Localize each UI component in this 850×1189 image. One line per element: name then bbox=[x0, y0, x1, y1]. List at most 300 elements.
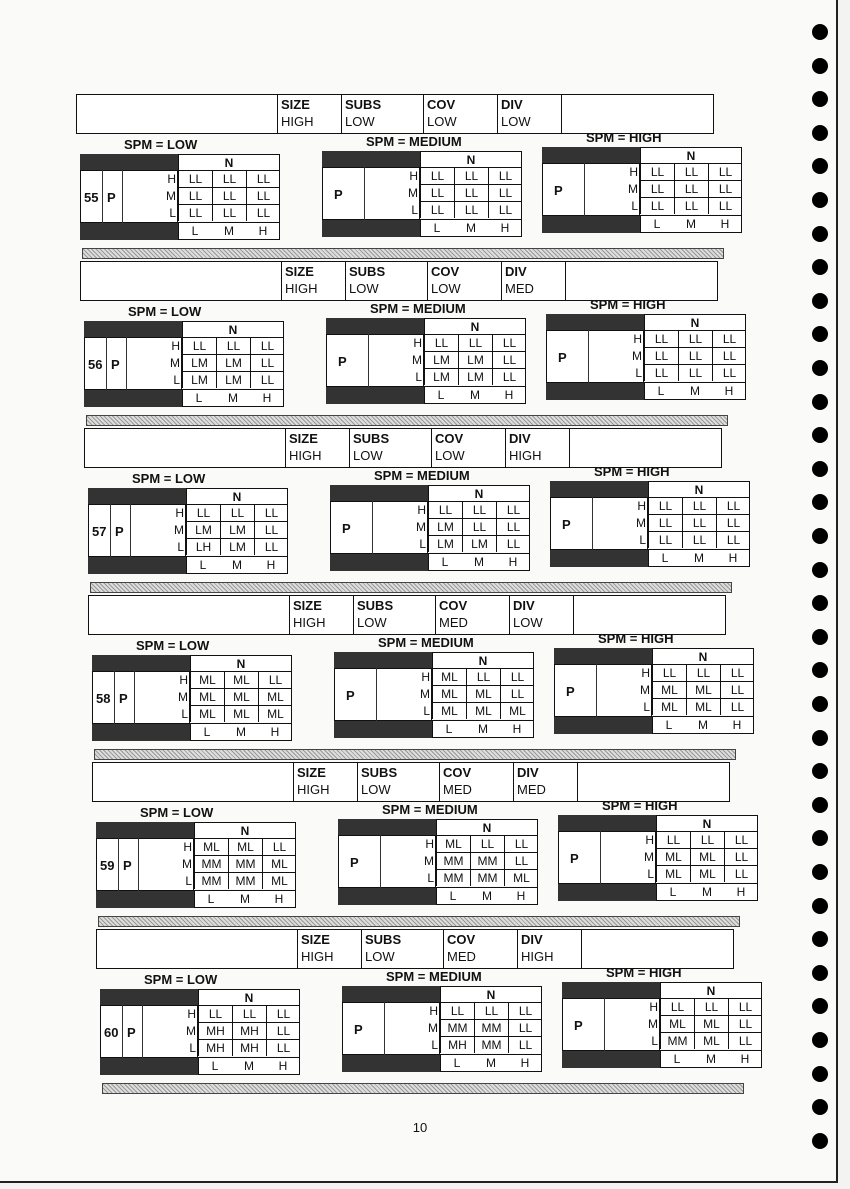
binding-hole-icon bbox=[812, 528, 828, 544]
header-cell-blank bbox=[561, 95, 713, 133]
grid-p-label: P bbox=[107, 190, 116, 205]
spm-label-low: SPM = LOW bbox=[124, 137, 198, 152]
grid-shade-top bbox=[542, 147, 640, 164]
block-separator bbox=[94, 749, 736, 760]
grid-cell: LL bbox=[720, 664, 754, 681]
scenario-block bbox=[88, 595, 745, 757]
block-separator bbox=[102, 1083, 744, 1094]
col-label: M bbox=[232, 558, 242, 572]
spm-label-medium: SPM = MEDIUM bbox=[386, 969, 482, 984]
cov-value: LOW bbox=[427, 114, 457, 129]
col-label: M bbox=[698, 718, 708, 732]
row-label: M bbox=[182, 857, 192, 871]
grid-cell: ML bbox=[432, 702, 466, 719]
grid-divider bbox=[138, 838, 139, 891]
grid-cell: LL bbox=[424, 334, 458, 351]
grid-n-label: N bbox=[656, 815, 758, 831]
rating-grid-medium bbox=[330, 485, 530, 575]
grid-cell: LL bbox=[428, 501, 462, 518]
grid-divider bbox=[372, 501, 373, 554]
grid-cell: MH bbox=[232, 1022, 266, 1039]
size-value: HIGH bbox=[285, 281, 318, 296]
grid-right-border bbox=[521, 167, 522, 220]
grid-cell: LL bbox=[212, 187, 246, 204]
grid-cell: ML bbox=[432, 685, 466, 702]
grid-cell: LL bbox=[474, 1002, 508, 1019]
spm-label-medium: SPM = MEDIUM bbox=[378, 635, 474, 650]
grid-cell: LL bbox=[500, 685, 534, 702]
grid-p-label: P bbox=[342, 521, 351, 536]
grid-cell: LL bbox=[648, 514, 682, 531]
rating-grid-medium bbox=[338, 819, 538, 909]
size-value: HIGH bbox=[293, 615, 326, 630]
row-label: H bbox=[167, 172, 176, 186]
row-label: M bbox=[644, 850, 654, 864]
grid-cell: LL bbox=[648, 497, 682, 514]
grid-cell: LL bbox=[488, 184, 522, 201]
binding-hole-icon bbox=[812, 763, 828, 779]
rating-grid-medium bbox=[326, 318, 526, 408]
spm-label-low: SPM = LOW bbox=[140, 805, 214, 820]
rating-grid-high bbox=[546, 314, 746, 404]
row-label: H bbox=[421, 670, 430, 684]
grid-cell: ML bbox=[228, 838, 262, 855]
rating-grid-low bbox=[80, 154, 280, 244]
row-label: M bbox=[186, 1024, 196, 1038]
tables-frame bbox=[76, 94, 753, 1110]
grid-cell: ML bbox=[258, 705, 292, 722]
div-label: DIV bbox=[509, 431, 531, 446]
grid-shade-bottom bbox=[96, 891, 194, 908]
grid-cell: LL bbox=[720, 698, 754, 715]
grid-cell: ML bbox=[656, 865, 690, 882]
cov-value: MED bbox=[447, 949, 476, 964]
grid-shade-top bbox=[322, 151, 420, 168]
div-value: MED bbox=[517, 782, 546, 797]
grid-shade-top bbox=[562, 982, 660, 999]
col-label: M bbox=[236, 725, 246, 739]
col-label: L bbox=[441, 555, 449, 569]
binding-hole-icon bbox=[812, 730, 828, 746]
col-label: L bbox=[449, 889, 457, 903]
scenario-number: 56 bbox=[88, 357, 103, 372]
binding-hole-icon bbox=[812, 427, 828, 443]
row-label: M bbox=[170, 356, 180, 370]
binding-hole-icon bbox=[812, 662, 828, 678]
binding-hole-icon bbox=[812, 696, 828, 712]
binding-hole-icon bbox=[812, 998, 828, 1014]
grid-cell: LL bbox=[258, 671, 292, 688]
col-label: L bbox=[433, 221, 441, 235]
spm-label-low: SPM = LOW bbox=[128, 304, 202, 319]
grid-cell: LL bbox=[640, 197, 674, 214]
header-cell-cov bbox=[443, 930, 517, 968]
row-label: H bbox=[633, 332, 642, 346]
grid-n-label: N bbox=[198, 989, 300, 1005]
spm-label-low: SPM = LOW bbox=[144, 972, 218, 987]
header-cell-subs bbox=[345, 262, 427, 300]
grid-cell: ML bbox=[190, 671, 224, 688]
row-label: L bbox=[177, 540, 184, 554]
header-cell-blank bbox=[565, 262, 717, 300]
grid-cell: LL bbox=[420, 167, 454, 184]
header-cell-blank bbox=[577, 763, 729, 801]
subs-value: LOW bbox=[357, 615, 387, 630]
col-label: L bbox=[199, 558, 207, 572]
col-label: M bbox=[702, 885, 712, 899]
row-label: L bbox=[423, 704, 430, 718]
grid-shade-top bbox=[84, 321, 182, 338]
grid-divider bbox=[600, 831, 601, 884]
row-label: H bbox=[417, 503, 426, 517]
grid-p-label: P bbox=[570, 851, 579, 866]
grid-cell: LL bbox=[724, 831, 758, 848]
grid-cell: LL bbox=[716, 514, 750, 531]
grid-divider bbox=[122, 170, 123, 223]
header-cell-subs bbox=[341, 95, 423, 133]
block-separator bbox=[90, 582, 732, 593]
grid-cell: LL bbox=[678, 364, 712, 381]
row-label: M bbox=[412, 353, 422, 367]
grid-shade-top bbox=[92, 655, 190, 672]
col-label: M bbox=[706, 1052, 716, 1066]
cov-value: LOW bbox=[435, 448, 465, 463]
grid-cell: LL bbox=[508, 1002, 542, 1019]
grid-cell: ML bbox=[466, 685, 500, 702]
col-label: H bbox=[740, 1052, 750, 1066]
grid-cell: LL bbox=[454, 201, 488, 218]
grid-shade-bottom bbox=[334, 721, 432, 738]
grid-right-border bbox=[757, 831, 758, 884]
rating-grid-low bbox=[96, 822, 296, 912]
grid-n-label: N bbox=[190, 655, 292, 671]
binding-hole-icon bbox=[812, 461, 828, 477]
grid-cell: LL bbox=[508, 1019, 542, 1036]
grid-cell: LM bbox=[458, 368, 492, 385]
grid-cell: LL bbox=[466, 668, 500, 685]
grid-cell: LL bbox=[492, 368, 526, 385]
grid-cell: MM bbox=[474, 1019, 508, 1036]
grid-cell: LL bbox=[182, 337, 216, 354]
size-value: HIGH bbox=[289, 448, 322, 463]
grid-cell: ML bbox=[686, 681, 720, 698]
rating-grid-medium bbox=[322, 151, 522, 241]
binding-hole-icon bbox=[812, 1032, 828, 1048]
rating-grid-medium bbox=[342, 986, 542, 1076]
header-cell-div bbox=[509, 596, 573, 634]
grid-p-label: P bbox=[562, 517, 571, 532]
binding-hole-icon bbox=[812, 24, 828, 40]
grid-cell: ML bbox=[224, 671, 258, 688]
grid-shade-top bbox=[554, 648, 652, 665]
grid-cell: LL bbox=[266, 1039, 300, 1056]
grid-cell: MM bbox=[470, 852, 504, 869]
grid-shade-top bbox=[100, 989, 198, 1006]
subs-label: SUBS bbox=[353, 431, 390, 446]
row-label: L bbox=[189, 1041, 196, 1055]
grid-cell: ML bbox=[436, 835, 470, 852]
grid-cell: LL bbox=[496, 518, 530, 535]
grid-n-label: N bbox=[186, 488, 288, 504]
grid-p-label: P bbox=[566, 684, 575, 699]
header-cell-subs bbox=[361, 930, 443, 968]
grid-cell: LL bbox=[708, 180, 742, 197]
subs-value: LOW bbox=[353, 448, 383, 463]
grid-cell: LM bbox=[216, 371, 250, 388]
col-label: H bbox=[512, 722, 522, 736]
grid-cell: LL bbox=[708, 163, 742, 180]
grid-cell: ML bbox=[690, 848, 724, 865]
grid-cell: LL bbox=[254, 538, 288, 555]
grid-cell: LL bbox=[254, 504, 288, 521]
size-label: SIZE bbox=[297, 765, 326, 780]
subs-value: LOW bbox=[345, 114, 375, 129]
row-label: M bbox=[178, 690, 188, 704]
col-label: M bbox=[482, 889, 492, 903]
grid-right-border bbox=[753, 664, 754, 717]
row-label: H bbox=[629, 165, 638, 179]
rating-grid-low bbox=[92, 655, 292, 745]
grid-cell: LL bbox=[712, 330, 746, 347]
grid-cell: MM bbox=[194, 855, 228, 872]
row-label: H bbox=[175, 506, 184, 520]
grid-n-label: N bbox=[648, 481, 750, 497]
grid-cell: LM bbox=[428, 518, 462, 535]
grid-right-border bbox=[541, 1002, 542, 1055]
col-label: L bbox=[653, 217, 661, 231]
binding-hole-icon bbox=[812, 293, 828, 309]
grid-cell: LL bbox=[440, 1002, 474, 1019]
size-value: HIGH bbox=[301, 949, 334, 964]
grid-cell: LL bbox=[728, 1015, 762, 1032]
grid-cell: LL bbox=[250, 354, 284, 371]
grid-cell: ML bbox=[224, 705, 258, 722]
row-label: M bbox=[632, 349, 642, 363]
binding-hole-icon bbox=[812, 259, 828, 275]
binding-hole-icon bbox=[812, 192, 828, 208]
scenario-number: 55 bbox=[84, 190, 99, 205]
grid-cell: ML bbox=[690, 865, 724, 882]
rating-grid-high bbox=[562, 982, 762, 1072]
row-label: L bbox=[419, 537, 426, 551]
rating-grid-high bbox=[554, 648, 754, 738]
grid-shade-bottom bbox=[322, 220, 420, 237]
grid-cell: MM bbox=[194, 872, 228, 889]
grid-cell: ML bbox=[224, 688, 258, 705]
grid-cell: LL bbox=[656, 831, 690, 848]
grid-divider bbox=[584, 163, 585, 216]
scenario-block bbox=[80, 261, 737, 423]
header-cell-cov bbox=[435, 596, 509, 634]
grid-cell: LL bbox=[198, 1005, 232, 1022]
grid-cell: MM bbox=[228, 872, 262, 889]
binding-hole-icon bbox=[812, 595, 828, 611]
grid-p-label: P bbox=[115, 524, 124, 539]
header-cell-cov bbox=[431, 429, 505, 467]
grid-cell: ML bbox=[258, 688, 292, 705]
scenario-block bbox=[96, 929, 753, 1091]
row-label: M bbox=[424, 854, 434, 868]
grid-cell: LL bbox=[496, 535, 530, 552]
grid-cell: LL bbox=[686, 664, 720, 681]
grid-right-border bbox=[525, 334, 526, 387]
grid-cell: MH bbox=[232, 1039, 266, 1056]
grid-n-label: N bbox=[194, 822, 296, 838]
grid-cell: LL bbox=[644, 330, 678, 347]
col-label: L bbox=[191, 224, 199, 238]
col-label: L bbox=[665, 718, 673, 732]
header-cell-size bbox=[297, 930, 361, 968]
grid-right-border bbox=[745, 330, 746, 383]
row-label: H bbox=[425, 837, 434, 851]
grid-cell: LL bbox=[640, 180, 674, 197]
row-label: L bbox=[411, 203, 418, 217]
binding-hole-icon bbox=[812, 226, 828, 242]
grid-cell: LL bbox=[470, 835, 504, 852]
block-separator bbox=[86, 415, 728, 426]
grid-cell: LM bbox=[182, 371, 216, 388]
grid-cell: LL bbox=[682, 497, 716, 514]
binding-hole-icon bbox=[812, 494, 828, 510]
grid-n-label: N bbox=[420, 151, 522, 167]
grid-cell: LL bbox=[690, 831, 724, 848]
header-cell-subs bbox=[353, 596, 435, 634]
spm-label-high: SPM = HIGH bbox=[590, 297, 666, 312]
subs-label: SUBS bbox=[345, 97, 382, 112]
grid-cell: LL bbox=[720, 681, 754, 698]
grid-cell: LM bbox=[220, 521, 254, 538]
grid-cell: LL bbox=[708, 197, 742, 214]
grid-shade-top bbox=[342, 986, 440, 1003]
row-label: H bbox=[187, 1007, 196, 1021]
grid-cell: MM bbox=[228, 855, 262, 872]
row-label: L bbox=[635, 366, 642, 380]
grid-divider bbox=[380, 835, 381, 888]
grid-cell: LL bbox=[652, 664, 686, 681]
spm-label-low: SPM = LOW bbox=[136, 638, 210, 653]
grid-cell: LM bbox=[458, 351, 492, 368]
grid-cell: LL bbox=[678, 330, 712, 347]
size-label: SIZE bbox=[289, 431, 318, 446]
size-value: HIGH bbox=[297, 782, 330, 797]
col-label: M bbox=[244, 1059, 254, 1073]
scenario-block bbox=[92, 762, 749, 924]
grid-p-label: P bbox=[574, 1018, 583, 1033]
grid-cell: LL bbox=[728, 998, 762, 1015]
subs-label: SUBS bbox=[361, 765, 398, 780]
grid-right-border bbox=[749, 497, 750, 550]
grid-shade-bottom bbox=[80, 223, 178, 240]
grid-right-border bbox=[761, 998, 762, 1051]
binding-hole-icon bbox=[812, 125, 828, 141]
grid-cell: LL bbox=[724, 865, 758, 882]
div-label: DIV bbox=[505, 264, 527, 279]
spm-label-high: SPM = HIGH bbox=[598, 631, 674, 646]
binding-hole-icon bbox=[812, 91, 828, 107]
row-label: L bbox=[643, 700, 650, 714]
col-label: H bbox=[736, 885, 746, 899]
rating-grid-high bbox=[558, 815, 758, 905]
binding-hole-icon bbox=[812, 1066, 828, 1082]
grid-cell: LL bbox=[266, 1022, 300, 1039]
grid-cell: LL bbox=[500, 668, 534, 685]
spm-label-medium: SPM = MEDIUM bbox=[366, 134, 462, 149]
row-label: H bbox=[649, 1000, 658, 1014]
row-label: M bbox=[416, 520, 426, 534]
grid-right-border bbox=[533, 668, 534, 721]
grid-shade-top bbox=[88, 488, 186, 505]
grid-divider bbox=[384, 1002, 385, 1055]
col-label: H bbox=[732, 718, 742, 732]
col-label: M bbox=[224, 224, 234, 238]
grid-cell: MH bbox=[440, 1036, 474, 1053]
grid-cell: LL bbox=[454, 184, 488, 201]
grid-cell: MM bbox=[470, 869, 504, 886]
col-label: L bbox=[661, 551, 669, 565]
grid-cell: ML bbox=[262, 855, 296, 872]
col-label: H bbox=[508, 555, 518, 569]
div-label: DIV bbox=[517, 765, 539, 780]
grid-n-label: N bbox=[178, 154, 280, 170]
grid-divider bbox=[364, 167, 365, 220]
header-cell-blank bbox=[569, 429, 721, 467]
grid-cell: ML bbox=[694, 1032, 728, 1049]
col-label: H bbox=[504, 388, 514, 402]
grid-cell: LL bbox=[724, 848, 758, 865]
col-label: H bbox=[262, 391, 272, 405]
grid-cell: LL bbox=[420, 201, 454, 218]
spm-label-high: SPM = HIGH bbox=[586, 130, 662, 145]
grid-shade-top bbox=[558, 815, 656, 832]
row-label: L bbox=[431, 1038, 438, 1052]
page-number: 10 bbox=[412, 1120, 428, 1135]
spm-label-high: SPM = HIGH bbox=[606, 965, 682, 980]
grid-divider bbox=[592, 497, 593, 550]
grid-divider bbox=[126, 337, 127, 390]
col-label: L bbox=[203, 725, 211, 739]
col-label: L bbox=[437, 388, 445, 402]
row-label: H bbox=[413, 336, 422, 350]
grid-p-label: P bbox=[123, 858, 132, 873]
row-label: H bbox=[409, 169, 418, 183]
grid-cell: LL bbox=[246, 204, 280, 221]
cov-label: COV bbox=[431, 264, 460, 279]
grid-divider bbox=[588, 330, 589, 383]
row-label: M bbox=[428, 1021, 438, 1035]
grid-cell: LL bbox=[660, 998, 694, 1015]
grid-right-border bbox=[295, 838, 296, 891]
grid-shade-bottom bbox=[558, 884, 656, 901]
col-label: H bbox=[516, 889, 526, 903]
grid-cell: LL bbox=[420, 184, 454, 201]
grid-cell: MM bbox=[436, 869, 470, 886]
grid-cell: LL bbox=[454, 167, 488, 184]
grid-cell: ML bbox=[500, 702, 534, 719]
grid-shade-bottom bbox=[554, 717, 652, 734]
div-label: DIV bbox=[513, 598, 535, 613]
col-label: L bbox=[207, 892, 215, 906]
grid-shade-top bbox=[80, 154, 178, 171]
rating-grid-low bbox=[84, 321, 284, 411]
grid-cell: ML bbox=[190, 705, 224, 722]
grid-cell: LL bbox=[212, 204, 246, 221]
col-label: H bbox=[720, 217, 730, 231]
col-label: H bbox=[278, 1059, 288, 1073]
grid-p-label: P bbox=[350, 855, 359, 870]
subs-label: SUBS bbox=[349, 264, 386, 279]
grid-divider bbox=[368, 334, 369, 387]
grid-cell: LL bbox=[250, 371, 284, 388]
